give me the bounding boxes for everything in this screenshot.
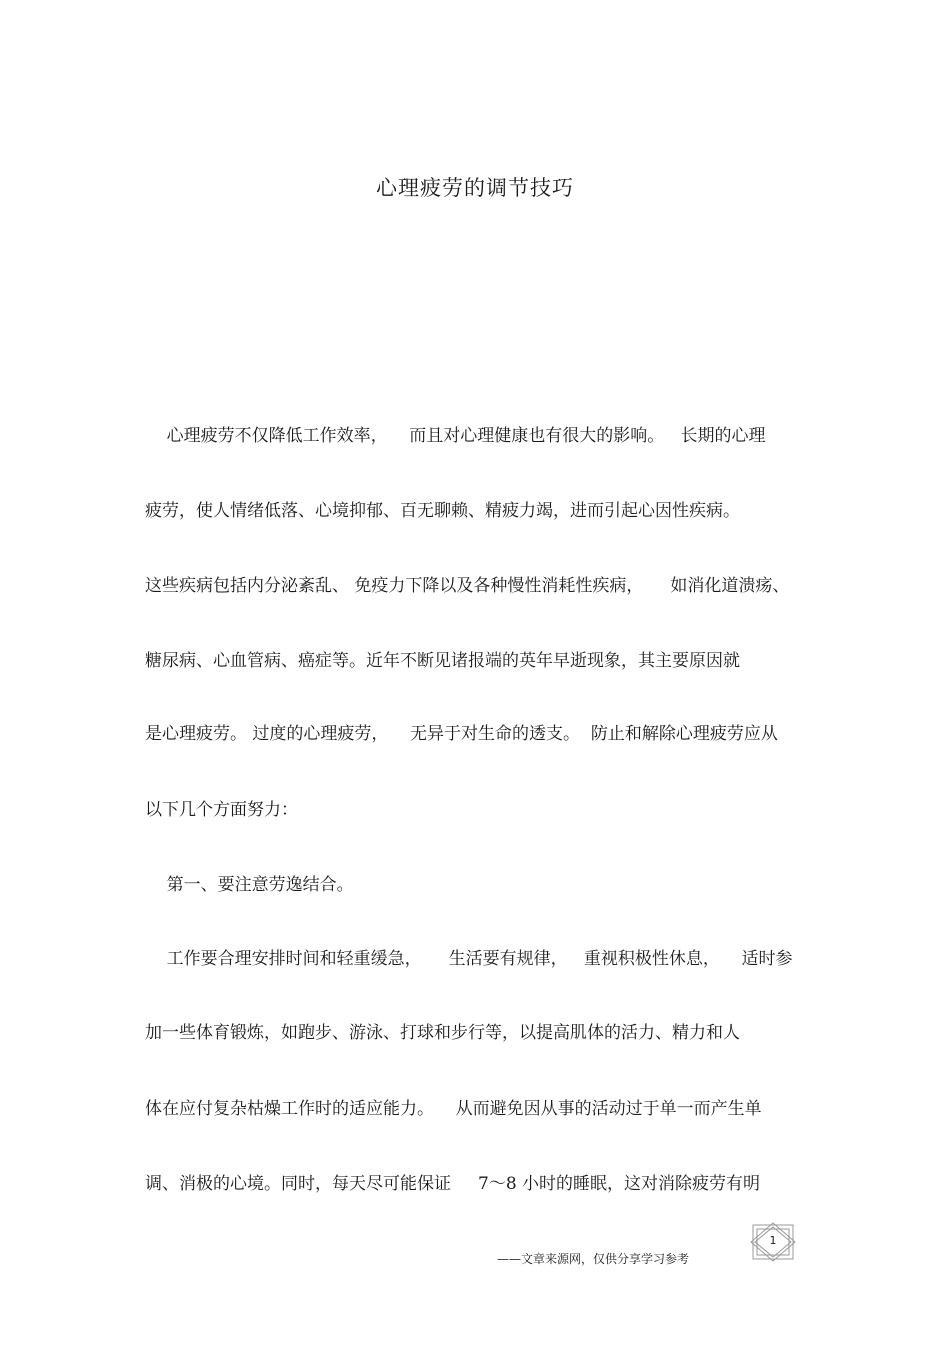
- paragraph-line: 工作要合理安排时间和轻重缓急， 生活要有规律， 重视积极性休息， 适时参: [145, 949, 793, 969]
- page-number-badge: [750, 1222, 796, 1262]
- section-heading: 第一、要注意劳逸结合。: [145, 875, 354, 895]
- paragraph-line: 调、消极的心境。同时，每天尽可能保证 7～8 小时的睡眠，这对消除疲劳有明: [145, 1174, 761, 1194]
- paragraph-line: 糖尿病、心血管病、癌症等。近年不断见诸报端的英年早逝现象，其主要原因就: [145, 651, 740, 671]
- paragraph-line: 加一些体育锻炼，如跑步、游泳、打球和步行等，以提高肌体的活力、精力和人: [145, 1023, 740, 1043]
- page-number: 1: [769, 1234, 777, 1247]
- paragraph-line: 这些疾病包括内分泌紊乱、 免疫力下降以及各种慢性消耗性疾病， 如消化道溃疡、: [145, 576, 790, 596]
- paragraph-line: 心理疲劳不仅降低工作效率， 而且对心理健康也有很大的影响。 长期的心理: [145, 426, 766, 446]
- paragraph-line: 体在应付复杂枯燥工作时的适应能力。 从而避免因从事的活动过于单一而产生单: [145, 1099, 762, 1119]
- paragraph-line: 疲劳，使人情绪低落、心境抑郁、百无聊赖、精疲力竭，进而引起心因性疾病。: [145, 501, 740, 521]
- paragraph-line: 是心理疲劳。 过度的心理疲劳， 无异于对生命的透支。 防止和解除心理疲劳应从: [145, 724, 778, 744]
- footer-note: ——文章来源网，仅供分享学习参考: [497, 1252, 690, 1266]
- document-title: 心理疲劳的调节技巧: [376, 176, 574, 200]
- paragraph-line: 以下几个方面努力：: [145, 800, 298, 820]
